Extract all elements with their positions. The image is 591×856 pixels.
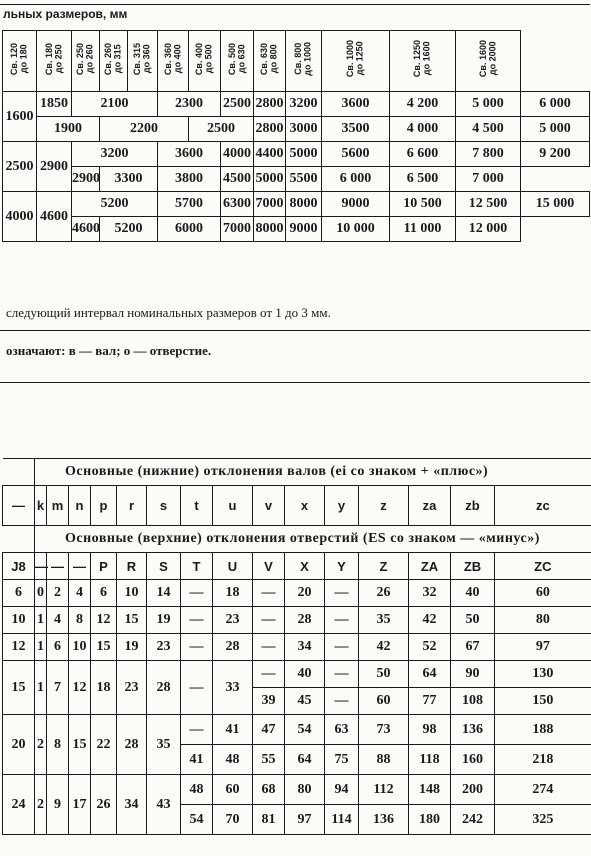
table-cell: 97 (285, 805, 325, 835)
table-cell: 130 (495, 661, 591, 688)
table-cell: 5000 (286, 142, 322, 167)
symbol-cell: p (91, 486, 117, 526)
table-cell: 6 (3, 580, 35, 607)
table-cell: 108 (451, 688, 495, 715)
top-rule (0, 4, 590, 5)
hole-band-row (3, 526, 591, 553)
band-spacer (3, 459, 35, 486)
table-cell: 80 (495, 607, 591, 634)
table-cell: 5200 (72, 192, 158, 217)
table-cell: 60 (213, 775, 253, 805)
symbol-cell: r (117, 486, 147, 526)
table-cell: 39 (253, 688, 285, 715)
table-cell: 10 500 (390, 192, 456, 217)
table-cell: 17 (69, 775, 91, 835)
table-cell: 80 (285, 775, 325, 805)
symbol-cell: U (213, 553, 253, 580)
table2-row (3, 775, 591, 805)
table-cell: 12 500 (456, 192, 521, 217)
symbol-cell: R (117, 553, 147, 580)
table-cell: 2500 (221, 92, 254, 117)
table-cell: 32 (409, 580, 451, 607)
col-header: Св. 630 до 800 (254, 31, 286, 92)
table-cell: 5 000 (456, 92, 521, 117)
table-cell: 54 (181, 805, 213, 835)
table-cell: 3200 (286, 92, 322, 117)
table-cell: 2900 (72, 167, 100, 192)
table-cell: 12 (91, 607, 117, 634)
table-cell: 12 000 (456, 217, 521, 242)
symbol-cell: t (181, 486, 213, 526)
symbol-cell: zb (451, 486, 495, 526)
symbol-cell: v (253, 486, 285, 526)
table-cell: 2100 (72, 92, 158, 117)
table-cell: 1 (35, 607, 47, 634)
symbol-cell: — (47, 553, 69, 580)
deviations-table (2, 458, 591, 835)
table-cell: 5600 (322, 142, 390, 167)
table-cell: 5000 (254, 167, 286, 192)
symbol-cell: — (35, 553, 47, 580)
table-cell: 7 800 (456, 142, 521, 167)
table-cell: 4 000 (390, 117, 456, 142)
table-cell: 23 (213, 607, 253, 634)
table2-row (3, 715, 591, 745)
table-cell: 52 (409, 634, 451, 661)
symbol-cell: ZA (409, 553, 451, 580)
rule (0, 330, 590, 331)
table-cell: 42 (359, 634, 409, 661)
rule (0, 382, 590, 383)
table-cell: 242 (451, 805, 495, 835)
shaft-band-label: Основные (нижние) отклонения валов (ei со знаком + «плюс») (35, 459, 591, 486)
col-header: Св. 500 до 630 (221, 31, 254, 92)
table-cell: 7000 (254, 192, 286, 217)
table-cell: — (181, 634, 213, 661)
table-cell: 6 (91, 580, 117, 607)
header-label: льных размеров, мм (3, 7, 128, 21)
table-cell: 15 000 (521, 192, 590, 217)
table-cell: 200 (451, 775, 495, 805)
table-cell: 1600 (3, 92, 37, 142)
table-cell: 3600 (158, 142, 221, 167)
col-header: Св. 250 до 260 (72, 31, 100, 92)
table-cell: 2500 (3, 142, 37, 192)
table-cell: 15 (91, 634, 117, 661)
note-interval: следующий интервал номинальных размеров от 1 до 3 мм. (6, 305, 331, 320)
table-cell: 18 (213, 580, 253, 607)
table-cell: 6000 (158, 217, 221, 242)
symbol-cell: ZC (495, 553, 591, 580)
table-cell: 218 (495, 745, 591, 775)
table-cell: 28 (285, 607, 325, 634)
table-cell: 10 000 (322, 217, 390, 242)
table-cell: 3300 (100, 167, 158, 192)
table-cell: 20 (285, 580, 325, 607)
table-cell: — (181, 580, 213, 607)
table-cell: 6 (47, 634, 69, 661)
table-cell: 1850 (37, 92, 72, 117)
col-header: Св. 360 до 400 (158, 31, 189, 92)
table-cell: 8 (47, 715, 69, 775)
table2-row (3, 607, 591, 634)
symbol-cell: X (285, 553, 325, 580)
table1-row (3, 142, 590, 167)
table-cell: 63 (325, 715, 359, 745)
table-cell: 23 (117, 661, 147, 715)
table2-row (3, 580, 591, 607)
symbol-cell: S (147, 553, 181, 580)
table-cell: — (325, 580, 359, 607)
symbol-cell: zc (495, 486, 591, 526)
table-cell: 60 (495, 580, 591, 607)
table-cell: 2 (35, 775, 47, 835)
table-cell: 10 (69, 634, 91, 661)
symbol-cell: J8 (3, 553, 35, 580)
col-header: Св. 120 до 180 (3, 31, 37, 92)
note-legend: означают: в — вал; о — отверстие. (6, 343, 212, 358)
table-cell: 19 (117, 634, 147, 661)
table1-row (3, 217, 590, 242)
hole-band-label: Основные (верхние) отклонения отверстий (ES со знаком — «минус») (35, 526, 591, 553)
col-header: Св. 1000 до 1250 (322, 31, 390, 92)
symbol-cell: — (3, 486, 35, 526)
col-header: Св. 1600 до 2000 (456, 31, 521, 92)
table-cell: 4000 (3, 192, 37, 242)
table-cell: 4600 (72, 217, 100, 242)
table-cell: 9000 (322, 192, 390, 217)
table1-row (3, 92, 590, 117)
table-cell: — (253, 661, 285, 688)
table-cell: 15 (117, 607, 147, 634)
symbol-cell: ZB (451, 553, 495, 580)
table-cell: 98 (409, 715, 451, 745)
table-cell: 6 000 (322, 167, 390, 192)
symbol-cell: Z (359, 553, 409, 580)
table-cell: 41 (213, 715, 253, 745)
table-cell: 10 (3, 607, 35, 634)
table-cell: 73 (359, 715, 409, 745)
table-cell: 19 (147, 607, 181, 634)
table-cell: — (325, 661, 359, 688)
table-cell: 33 (213, 661, 253, 715)
table-cell: 4600 (37, 192, 72, 242)
table-cell: 4 200 (390, 92, 456, 117)
table-cell: 136 (359, 805, 409, 835)
table-cell: 4 500 (456, 117, 521, 142)
table-cell: 18 (91, 661, 117, 715)
table2-row (3, 661, 591, 688)
table-cell: — (181, 715, 213, 745)
table-cell: 75 (325, 745, 359, 775)
col-header: Св. 180 до 250 (37, 31, 72, 92)
table-cell: 160 (451, 745, 495, 775)
table-cell: 0 (35, 580, 47, 607)
table-cell: 3600 (322, 92, 390, 117)
table-cell: 28 (147, 661, 181, 715)
table-cell: — (325, 688, 359, 715)
symbol-cell: V (253, 553, 285, 580)
table-cell: 3800 (158, 167, 221, 192)
table-cell: 1 (35, 634, 47, 661)
table-cell: 3200 (72, 142, 158, 167)
table-cell: 2200 (100, 117, 189, 142)
table-cell: 4 (47, 607, 69, 634)
table-cell: 40 (285, 661, 325, 688)
col-header: Св. 260 до 315 (100, 31, 128, 92)
col-header: Св. 400 до 500 (189, 31, 221, 92)
table-cell: 325 (495, 805, 591, 835)
table-cell: 4 (69, 580, 91, 607)
table-cell: 68 (253, 775, 285, 805)
symbol-cell: m (47, 486, 69, 526)
nominal-sizes-table (2, 30, 590, 242)
table-cell: 50 (451, 607, 495, 634)
table-cell: 48 (213, 745, 253, 775)
table-cell: 67 (451, 634, 495, 661)
table-cell: 5 000 (521, 117, 590, 142)
table-cell: 34 (117, 775, 147, 835)
table-cell: 15 (3, 661, 35, 715)
symbol-cell: P (91, 553, 117, 580)
table-cell: 4500 (221, 167, 254, 192)
shaft-symbols-row (3, 486, 591, 526)
table-cell: 5200 (100, 217, 158, 242)
table-cell: 1900 (37, 117, 100, 142)
table-cell: 7000 (221, 217, 254, 242)
symbol-cell: T (181, 553, 213, 580)
table-cell: 3500 (322, 117, 390, 142)
table-cell: 94 (325, 775, 359, 805)
table-cell: 26 (359, 580, 409, 607)
table-cell: — (253, 580, 285, 607)
table-cell: 14 (147, 580, 181, 607)
table-cell: 88 (359, 745, 409, 775)
table-cell: 6 600 (390, 142, 456, 167)
table-cell: 35 (147, 715, 181, 775)
symbol-cell: n (69, 486, 91, 526)
hole-symbols-row (3, 553, 591, 580)
table-cell: 28 (213, 634, 253, 661)
table-cell: 5500 (286, 167, 322, 192)
table-cell: 43 (147, 775, 181, 835)
table-cell: 2 (35, 715, 47, 775)
table-cell: 54 (285, 715, 325, 745)
table-cell: 7 000 (456, 167, 521, 192)
table-cell: — (253, 607, 285, 634)
table-cell: 274 (495, 775, 591, 805)
table1-row (3, 117, 590, 142)
table-cell: 114 (325, 805, 359, 835)
table-cell: 64 (285, 745, 325, 775)
table1-header-row (3, 31, 590, 92)
table-cell: 9000 (286, 217, 322, 242)
symbol-cell: — (69, 553, 91, 580)
table-cell: — (181, 607, 213, 634)
table-cell: 112 (359, 775, 409, 805)
symbol-cell: za (409, 486, 451, 526)
table-cell: 6 000 (521, 92, 590, 117)
symbol-cell: Y (325, 553, 359, 580)
table-cell: 188 (495, 715, 591, 745)
col-header: Св. 800 до 1000 (286, 31, 322, 92)
table-cell: 5700 (158, 192, 221, 217)
symbol-cell: s (147, 486, 181, 526)
table-cell: 28 (117, 715, 147, 775)
table-cell: 8000 (254, 217, 286, 242)
table-cell: 12 (69, 661, 91, 715)
table-cell: 2300 (158, 92, 221, 117)
table-cell: 41 (181, 745, 213, 775)
table-cell: 136 (451, 715, 495, 745)
col-header: Св. 315 до 360 (128, 31, 158, 92)
table-cell: 22 (91, 715, 117, 775)
table-cell: 180 (409, 805, 451, 835)
table2-row (3, 634, 591, 661)
table-cell: 118 (409, 745, 451, 775)
table-cell: 40 (451, 580, 495, 607)
table-cell: 6300 (221, 192, 254, 217)
table-cell: 148 (409, 775, 451, 805)
band-spacer (3, 526, 35, 553)
table-cell: 47 (253, 715, 285, 745)
symbol-cell: x (285, 486, 325, 526)
table-cell: 2800 (254, 92, 286, 117)
table-cell: 42 (409, 607, 451, 634)
table-cell: 4400 (254, 142, 286, 167)
table-cell: 2500 (189, 117, 254, 142)
table-cell: — (325, 634, 359, 661)
table-cell: 35 (359, 607, 409, 634)
table-cell: 45 (285, 688, 325, 715)
table-cell: 6 500 (390, 167, 456, 192)
table-cell: 60 (359, 688, 409, 715)
table-cell: 81 (253, 805, 285, 835)
table-cell: — (325, 607, 359, 634)
symbol-cell: y (325, 486, 359, 526)
symbol-cell: k (35, 486, 47, 526)
table-cell: 26 (91, 775, 117, 835)
shaft-band-row (3, 459, 591, 486)
symbol-cell: u (213, 486, 253, 526)
table-cell: 97 (495, 634, 591, 661)
table-cell: 77 (409, 688, 451, 715)
table-cell: 3000 (286, 117, 322, 142)
table-cell: 64 (409, 661, 451, 688)
table-cell: 90 (451, 661, 495, 688)
table1-row (3, 192, 590, 217)
table-cell: — (253, 634, 285, 661)
table-cell: 55 (253, 745, 285, 775)
table-cell: 1 (35, 661, 47, 715)
table-cell: 8000 (286, 192, 322, 217)
symbol-cell: z (359, 486, 409, 526)
table-cell: 11 000 (390, 217, 456, 242)
table-cell: 7 (47, 661, 69, 715)
table-cell: 15 (69, 715, 91, 775)
table-cell: 9 200 (521, 142, 590, 167)
table-cell: 4000 (221, 142, 254, 167)
table-cell: 2 (47, 580, 69, 607)
table-cell: 150 (495, 688, 591, 715)
table-cell: 2900 (37, 142, 72, 192)
table-cell: 24 (3, 775, 35, 835)
table-cell: 8 (69, 607, 91, 634)
table-cell: — (181, 661, 213, 715)
table-cell: 34 (285, 634, 325, 661)
table-cell: 2800 (254, 117, 286, 142)
table-cell: 10 (117, 580, 147, 607)
table-cell: 50 (359, 661, 409, 688)
table-cell: 20 (3, 715, 35, 775)
table-cell: 9 (47, 775, 69, 835)
table-cell: 12 (3, 634, 35, 661)
table1-row (3, 167, 590, 192)
table-cell: 23 (147, 634, 181, 661)
table-cell: 48 (181, 775, 213, 805)
table-cell: 70 (213, 805, 253, 835)
col-header: Св. 1250 до 1600 (390, 31, 456, 92)
